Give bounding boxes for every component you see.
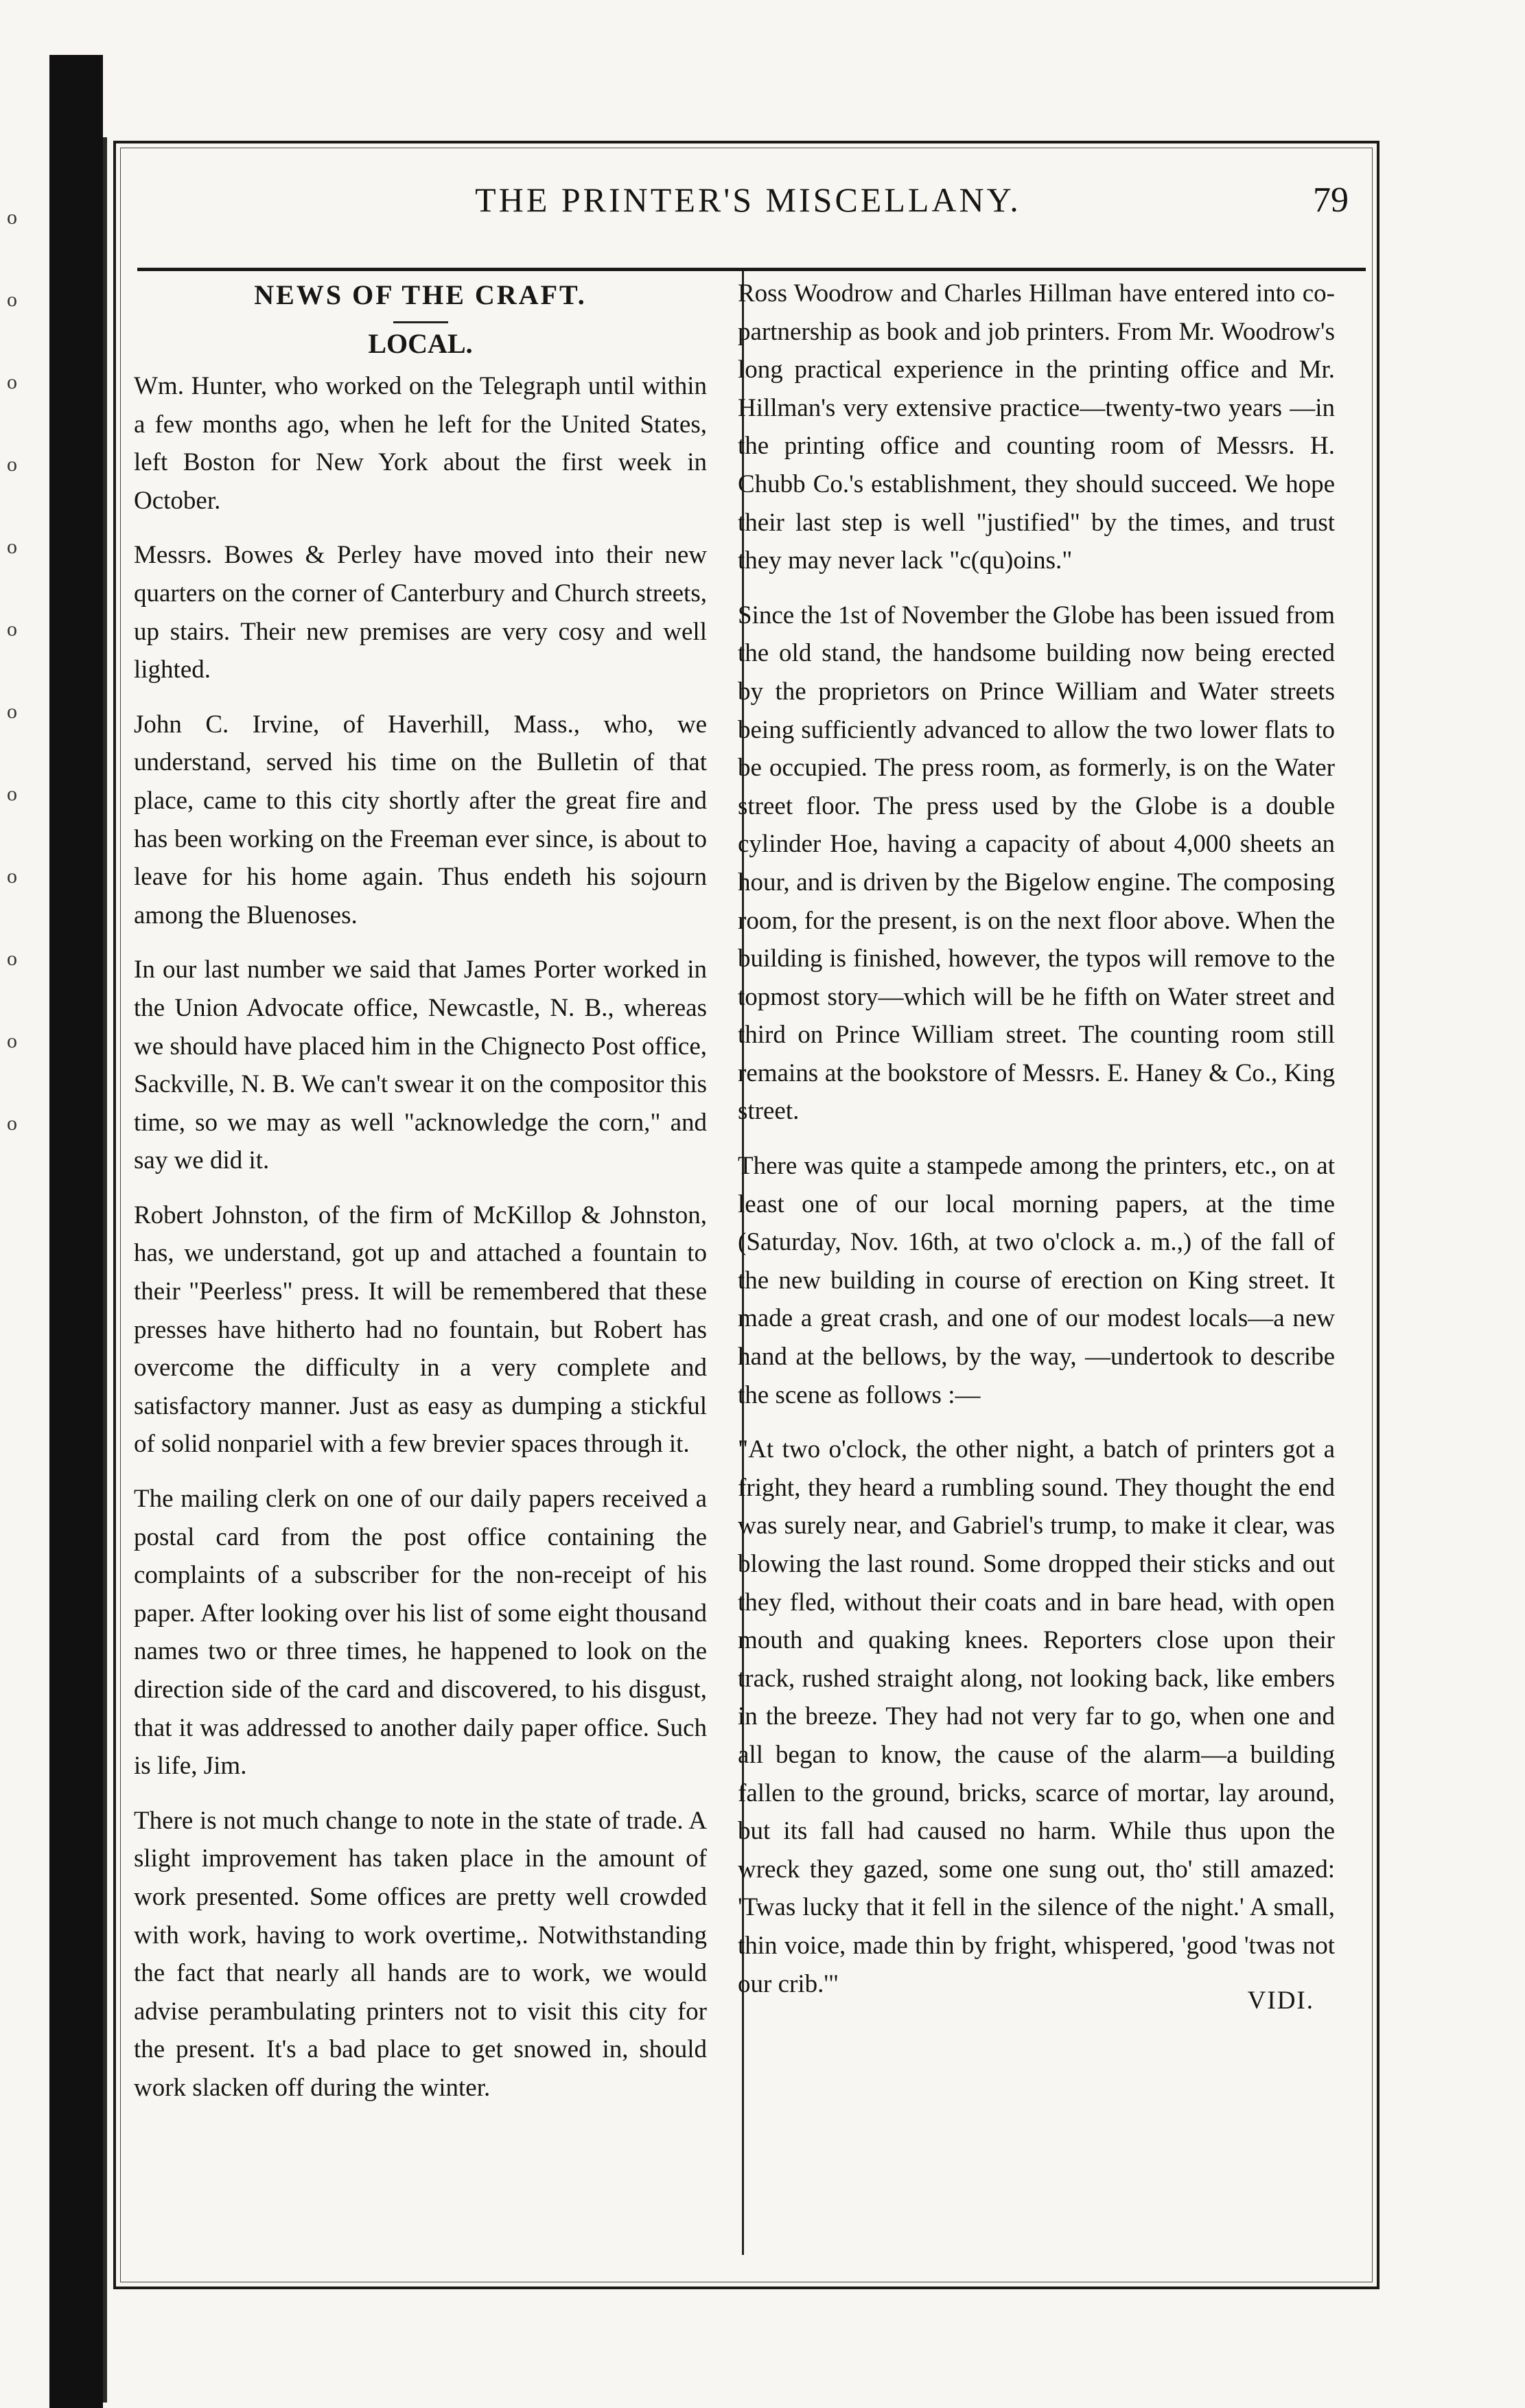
page-number: 79 <box>1313 181 1349 220</box>
news-paragraph: In our last number we said that James Porter worked in the Union Advocate office, Newcastle, N. B., whereas we should have placed him in the Chignecto Post office, Sackville, N. B. We can't swear it on the compositor this time, so we may as well "acknowledge the corn," and say we did it. <box>134 956 707 1175</box>
running-header <box>120 180 1376 235</box>
news-paragraph: The mailing clerk on one of our daily papers received a postal card from the post office containing the complaints of a subscriber for the non-receipt of his paper. After looking over his list of some eight thousand names two or three times, he happened to look on the direction side of the card and discovered, to his disgust, that it was addressed to another daily paper office. Such is life, Jim. <box>134 1485 707 1781</box>
news-paragraph: Wm. Hunter, who worked on the Telegraph until within a few months ago, when he left for the United States, left Boston for New York about the first week in October. <box>134 372 707 515</box>
poem-paragraph: "At two o'clock, the other night, a batch of printers got a fright, they heard a rumbling sound. They thought the end was surely near, and Gabriel's trump, to make it clear, was blowing the last round. Some dropped their sticks and out they fled, without their coats and in bare head, with open mouth and quaking knees. Reporters close upon their track, rushed straight along, not looking back, like embers in the breeze. They had not very far to go, when one and all began to know, the cause of the alarm—a building fallen to the ground, bricks, scarce of mortar, lay around, but its fall had caused no harm. While thus upon the wreck they gazed, some one sung out, tho' still amazed: 'Twas lucky that it fell in the silence of the night.' A small, thin voice, made thin by fright, whispered, 'good 'twas not our crib.'" <box>738 1435 1335 1998</box>
left-column <box>134 275 707 2124</box>
binding-shadow <box>49 55 103 2408</box>
news-paragraph: Ross Woodrow and Charles Hillman have entered into co-partnership as book and job printers. From Mr. Woodrow's long practical experience in the printing office and Mr. Hillman's very extensive practice—twenty-two years —in the printing office and counting room of Messrs. H. Chubb Co.'s establishment, they should succeed. We hope their last step is well "justified" by the times, and trust they may never lack "c(qu)oins." <box>738 279 1335 575</box>
news-paragraph: Since the 1st of November the Globe has been issued from the old stand, the handsome building now being erected by the proprietors on Prince William and Water streets being sufficiently advanced to allow the two lower flats to be occupied. The press room, as formerly, is on the Water street floor. The press used by the Globe is a double cylinder Hoe, having a capacity of about 4,000 sheets an hour, and is driven by the Bigelow engine. The composing room, for the present, is on the next floor above. When the building is finished, however, the typos will remove to the topmost story—which will be he fifth on Water street and third on Prince William street. The counting room still remains at the bookstore of Messrs. E. Haney & Co., King street. <box>738 601 1335 1126</box>
section-rule <box>393 321 448 323</box>
binding-edge <box>103 137 107 2403</box>
news-paragraph: There is not much change to note in the state of trade. A slight improvement has taken place in the amount of work presented. Some offices are pretty well crowded with work, having to work overtime,. Notwithstanding the fact that nearly all hands are to work, we would advise perambulating printers not to visit this city for the present. It's a bad place to get snowed in, should work slacken off during the winter. <box>134 1806 707 2102</box>
news-paragraph: John C. Irvine, of Haverhill, Mass., who, we understand, served his time on the Bulletin of that place, came to this city shortly after the great fire and has been working on the Freeman ever since, is about to leave for his home again. Thus endeth his sojourn among the Bluenoses. <box>134 710 707 929</box>
news-paragraph: There was quite a stampede among the printers, etc., on at least one of our local morning papers, at the time (Saturday, Nov. 16th, at two o'clock a. m.,) of the fall of the new building in course of erection on King street. It made a great crash, and one of our modest locals—a new hand at the bellows, by the way, —undertook to describe the scene as follows :— <box>738 1152 1335 1409</box>
running-title: THE PRINTER'S MISCELLANY. <box>475 181 1021 219</box>
subsection-title: LOCAL. <box>368 328 473 359</box>
header-rule <box>137 268 1366 271</box>
news-paragraph: Robert Johnston, of the firm of McKillop & Johnston, has, we understand, got up and attached a fountain to their "Peerless" press. It will be remembered that these presses have hitherto had no fountain, but Robert has overcome the difficulty in a very complete and satisfactory manner. Just as easy as dumping a stickful of solid nonpariel with a few brevier spaces through it. <box>134 1201 707 1459</box>
section-title: NEWS OF THE CRAFT. <box>254 279 587 310</box>
signature: VIDI. <box>1247 1987 1314 2015</box>
news-paragraph: Messrs. Bowes & Perley have moved into their new quarters on the corner of Canterbury and Church streets, up stairs. Their new premises are very cosy and well lighted. <box>134 541 707 684</box>
adjacent-page-margin: o o o o o o o o o o o o <box>7 206 17 1135</box>
right-column <box>738 275 1335 2020</box>
